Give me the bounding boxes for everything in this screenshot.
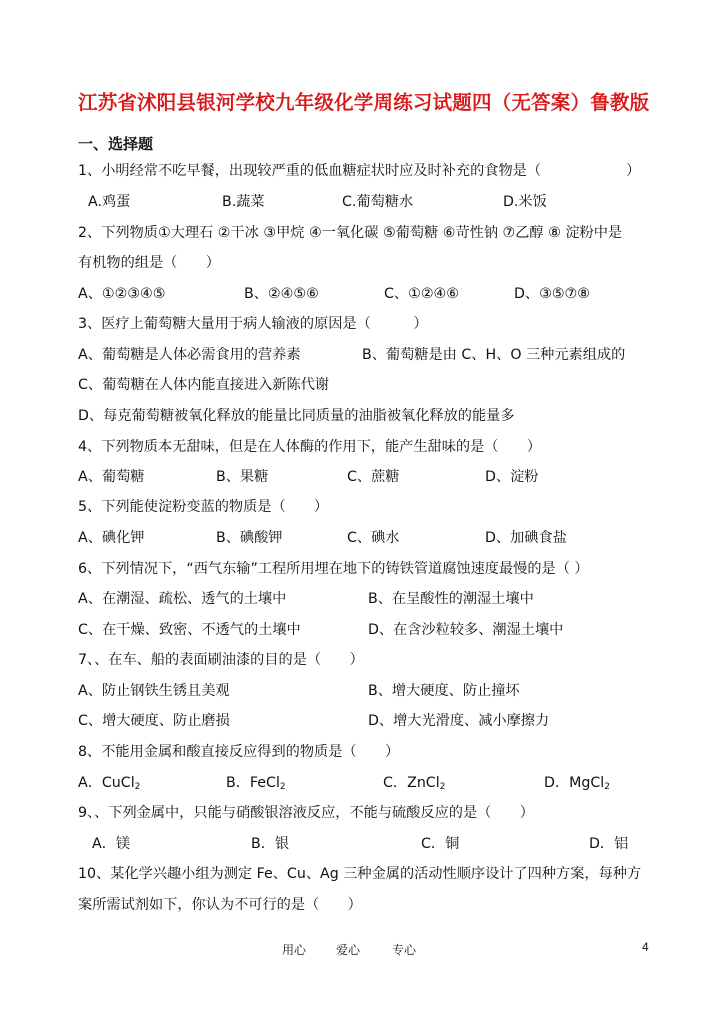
question-5: 5、下列能使淀粉变蓝的物质是（ ） bbox=[78, 499, 329, 515]
q1-option-a: A.鸡蛋 bbox=[88, 194, 131, 210]
q9-option-a: A．镁 bbox=[92, 836, 131, 852]
q6-option-b: B、在呈酸性的潮湿土壤中 bbox=[368, 591, 534, 607]
q4-option-d: D、淀粉 bbox=[485, 469, 539, 485]
q8-option-b-text: B．FeCl bbox=[226, 775, 280, 791]
q9-option-b: B．银 bbox=[251, 836, 290, 852]
footer-motto-1: 用心 bbox=[282, 943, 307, 957]
q8-option-b bbox=[226, 773, 286, 797]
q1-option-d: D.米饭 bbox=[503, 194, 547, 210]
q2-option-a: A、①②③④⑤ bbox=[78, 286, 166, 302]
question-1: 1、小明经常不吃早餐，出现较严重的低血糖症状时应及时补充的食物是（ ） bbox=[78, 163, 641, 179]
q7-option-d: D、增大光滑度、减小摩擦力 bbox=[368, 713, 550, 729]
question-2-line-1: 2、下列物质①大理石 ②干冰 ③甲烷 ④一氧化碳 ⑤葡萄糖 ⑥苛性钠 ⑦乙醇 ⑧ 淀粉中是 bbox=[78, 225, 623, 241]
q7-option-b: B、增大硬度、防止撞坏 bbox=[368, 683, 520, 699]
q8-option-c-subscript: 2 bbox=[439, 782, 446, 792]
question-4: 4、下列物质本无甜味，但是在人体酶的作用下，能产生甜味的是（ ） bbox=[78, 439, 542, 455]
q9-option-d: D．铝 bbox=[589, 836, 629, 852]
question-6: 6、下列情况下，“西气东输”工程所用埋在地下的铸铁管道腐蚀速度最慢的是（ ） bbox=[78, 561, 589, 577]
question-3: 3、医疗上葡萄糖大量用于病人输液的原因是（ ） bbox=[78, 316, 428, 332]
question-7: 7、、在车、船的表面刷油漆的目的是（ ） bbox=[78, 652, 364, 668]
q3-option-b: B、葡萄糖是由 C、H、O 三种元素组成的 bbox=[362, 347, 626, 363]
question-9: 9、、下列金属中，只能与硝酸银溶液反应，不能与硫酸反应的是（ ） bbox=[78, 805, 534, 821]
q8-option-a-subscript: 2 bbox=[134, 782, 141, 792]
q6-option-a: A、在潮湿、疏松、透气的土壤中 bbox=[78, 591, 287, 607]
q8-option-a-text: A．CuCl bbox=[78, 775, 135, 791]
footer-motto-2: 爱心 bbox=[336, 943, 361, 957]
q5-option-a: A、碘化钾 bbox=[78, 530, 145, 546]
q8-option-d-subscript: 2 bbox=[604, 782, 610, 792]
q6-option-c: C、在干燥、致密、不透气的土壤中 bbox=[78, 622, 301, 638]
q2-option-c: C、①②④⑥ bbox=[384, 286, 459, 302]
q8-option-d bbox=[544, 773, 610, 797]
q8-option-c bbox=[383, 773, 445, 797]
question-2-line-2: 有机物的组是（ ） bbox=[78, 255, 220, 271]
q8-option-b-subscript: 2 bbox=[279, 782, 286, 792]
q4-option-b: B、果糖 bbox=[216, 469, 269, 485]
section-heading: 一、选择题 bbox=[78, 135, 154, 153]
q9-option-c: C．铜 bbox=[421, 836, 460, 852]
q5-option-d: D、加碘食盐 bbox=[485, 530, 567, 546]
q7-option-c: C、增大硬度、防止磨损 bbox=[78, 713, 230, 729]
q2-option-b: B、②④⑤⑥ bbox=[244, 286, 319, 302]
q8-option-a bbox=[78, 773, 140, 797]
q8-option-d-text: D．MgCl bbox=[544, 775, 605, 791]
q3-option-d: D、每克葡萄糖被氧化释放的能量比同质量的油脂被氧化释放的能量多 bbox=[78, 408, 515, 424]
q6-option-d: D、在含沙粒较多、潮湿土壤中 bbox=[368, 622, 564, 638]
page-number: 4 bbox=[642, 940, 649, 954]
question-8: 8、不能用金属和酸直接反应得到的物质是（ ） bbox=[78, 744, 400, 760]
q5-option-c: C、碘水 bbox=[347, 530, 400, 546]
q1-option-b: B.蔬菜 bbox=[222, 194, 265, 210]
q5-option-b: B、碘酸钾 bbox=[216, 530, 283, 546]
q1-option-c: C.葡萄糖水 bbox=[342, 194, 414, 210]
q7-option-a: A、防止钢铁生锈且美观 bbox=[78, 683, 230, 699]
question-10-line-2: 案所需试剂如下，你认为不可行的是（ ） bbox=[78, 897, 362, 913]
question-10-line-1: 10、某化学兴趣小组为测定 Fe、Cu、Ag 三种金属的活动性顺序设计了四种方案，每种方 bbox=[78, 866, 642, 882]
q4-option-c: C、蔗糖 bbox=[347, 469, 400, 485]
q8-option-c-text: C．ZnCl bbox=[383, 775, 440, 791]
q3-option-a: A、葡萄糖是人体必需食用的营养素 bbox=[78, 347, 301, 363]
q2-option-d: D、③⑤⑦⑧ bbox=[514, 286, 590, 302]
document-title: 江苏省沭阳县银河学校九年级化学周练习试题四（无答案）鲁教版 bbox=[78, 91, 650, 114]
q3-option-c: C、葡萄糖在人体内能直接进入新陈代谢 bbox=[78, 377, 330, 393]
q4-option-a: A、葡萄糖 bbox=[78, 469, 145, 485]
footer-motto-3: 专心 bbox=[392, 943, 417, 957]
